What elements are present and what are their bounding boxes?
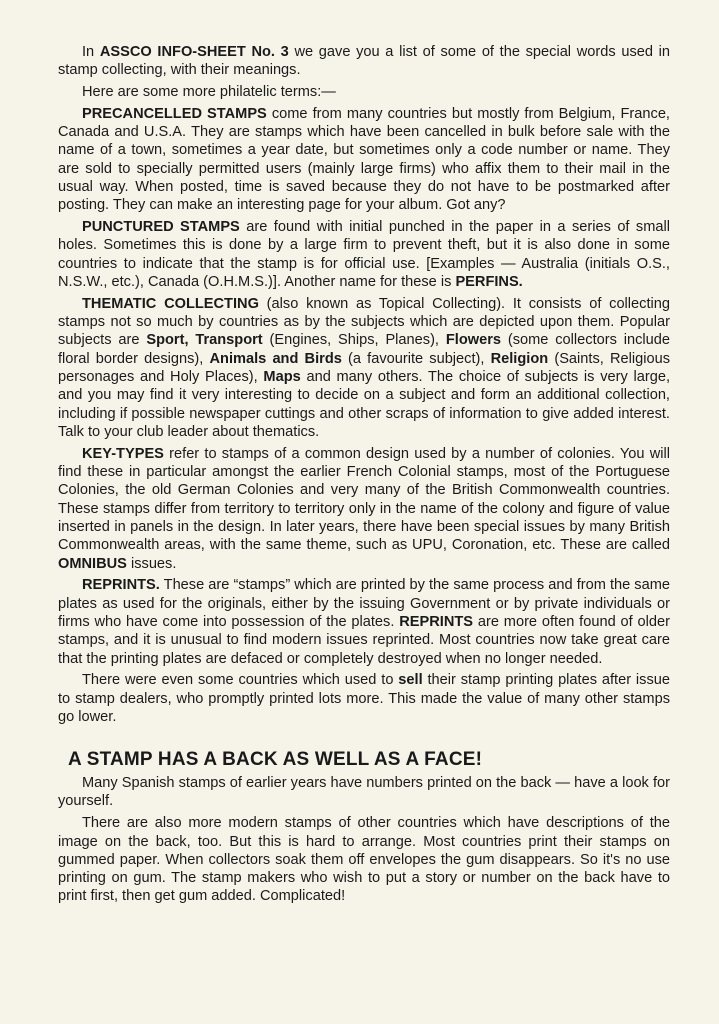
term-punctured: PUNCTURED STAMPS: [82, 219, 240, 236]
section-heading-back: A STAMP HAS A BACK AS WELL AS A FACE!: [68, 749, 483, 771]
punctured-text: are found with initial punched in the paper in a series of small holes. Sometimes this is done by a large firm to prevent theft, but it is also done in some countries to indicate that the stamp is for official use. [Examples — Australia (initials O.S., N.S.W., etc.), Canada (O.H.M.S.)]. Another name for these is: [58, 219, 670, 291]
subject-animals-birds: Animals and Birds: [209, 350, 342, 367]
thematic-text-6: and many others. The choice of subjects is very large, and you may find it very interesting to decide on a subject and form an additional collection, including if possible newspaper cuttings and other scraps of information to give added interest. Talk to your club leader about thematics.: [58, 369, 670, 440]
thematic-text-4: (a favourite subject),: [341, 350, 491, 367]
thematic-text-1: (also known as Topical Collecting). It consists of collecting stamps not so much by countries as by the subjects which are depicted upon them. Popular subjects are: [58, 295, 670, 349]
sell-emphasis: sell: [398, 672, 423, 689]
subject-maps: Maps: [263, 369, 301, 386]
punctured-paragraph: [58, 218, 670, 291]
sell-paragraph: [58, 671, 670, 726]
sell-text-post: their stamp printing plates after issue to stamp dealers, who promptly printed lots more. This made the value of many other stamps go lower.: [58, 672, 670, 725]
intro-text-cont: we gave you a list of some of the special words used in stamp collecting, with their meanings.: [58, 44, 671, 79]
info-sheet-page: [58, 43, 670, 909]
precancelled-text: come from many countries but mostly from Belgium, France, Canada and U.S.A. They are stamps which have been cancelled in bulk before sale with the name of a town, sometimes a year date, but sometimes only a code number or name. They are sold to specially permitted users (mainly large firms) who affix them to their mail in the usual way. When posted, time is saved because they do not have to be postmarked after posting. They can make an interesting page for your album. Got any?: [58, 105, 670, 214]
intro-text: In: [82, 44, 100, 60]
keytypes-tail: issues.: [126, 555, 177, 572]
keytypes-paragraph: [58, 445, 670, 573]
sell-text-pre: There were even some countries which used to: [82, 672, 399, 689]
term-keytypes: KEY-TYPES: [82, 445, 164, 462]
precancelled-paragraph: [58, 105, 670, 215]
term-reprints: REPRINTS.: [82, 577, 160, 594]
term-thematic: THEMATIC COLLECTING: [82, 295, 259, 312]
thematic-text-3: (some collectors include floral border designs),: [58, 332, 670, 367]
thematic-text-5: (Saints, Religious personages and Holy Places),: [58, 350, 670, 386]
term-perfins: PERFINS.: [455, 274, 523, 291]
reprints-paragraph: [58, 576, 670, 667]
subject-flowers: Flowers: [445, 332, 501, 349]
terms-lead-in: Here are some more philatelic terms:—: [82, 84, 336, 101]
reprints-text-2: are more often found of older stamps, and it is unusual to find modern issues reprinted. Most countries now take great care that the printing plates are defaced or completely destroyed when no longer needed.: [58, 613, 670, 667]
term-precancelled: PRECANCELLED STAMPS: [82, 105, 267, 122]
modern-stamps-paragraph: There are also more modern stamps of other countries which have descriptions of the image on the back, too. But this is hard to arrange. Most countries print their stamps on gummed paper. When collectors soak them off envelopes the gum disappears. So it's no use printing on gum. The stamp makers who wish to put a story or number on the back have to print first, then get gum added. Complicated!: [58, 815, 670, 905]
thematic-paragraph: [58, 295, 670, 441]
term-omnibus: OMNIBUS: [58, 555, 127, 572]
intro-paragraph: [58, 43, 670, 80]
subject-religion: Religion: [490, 350, 549, 367]
keytypes-text: refer to stamps of a common design used by a number of colonies. You will find these in particular amongst the earlier French Colonial stamps, most of the Portuguese Colonies, the old German Colonies and very many of the British Commonwealth countries. These stamps differ from territory to territory only in the name of the colony and figure of value inserted in panels in the design. In later years, there have been special issues by many British Commonwealth areas, with the same theme, such as UPU, Coronation, etc. These are called: [58, 445, 670, 554]
reprints-text: These are “stamps” which are printed by the same process and from the same plates as used for the originals, either by the issuing Government or by private individuals or firms who have come into possession of the plates.: [58, 577, 670, 630]
spanish-stamps-paragraph: Many Spanish stamps of earlier years have numbers printed on the back — have a look for yourself.: [58, 775, 670, 810]
subject-sport-transport: Sport, Transport: [146, 332, 263, 349]
term-reprints-2: REPRINTS: [399, 613, 474, 630]
thematic-text-2: (Engines, Ships, Planes),: [262, 332, 446, 349]
sheet-reference: ASSCO INFO-SHEET No. 3: [99, 44, 289, 60]
